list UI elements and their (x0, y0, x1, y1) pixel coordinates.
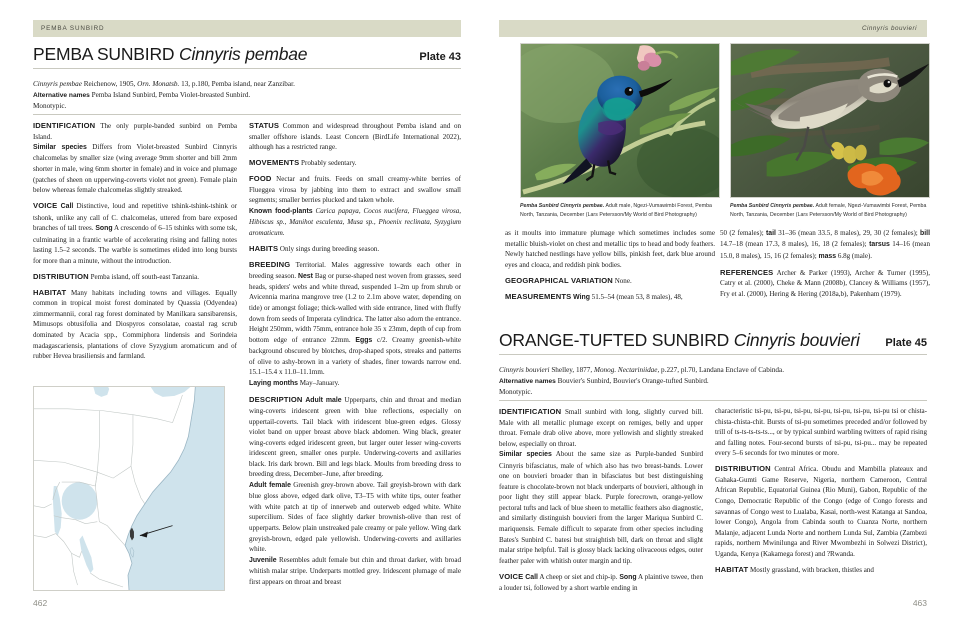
citation-journal: Orn. Monatsb. (137, 80, 180, 88)
citation-locality-2: p.227, pl.70, Landana Enclave of Cabinda. (659, 366, 784, 374)
citation-taxon: Cinnyris pembae (33, 80, 82, 88)
left-column-1 (33, 120, 237, 366)
status-heading: STATUS (249, 121, 280, 130)
para-references (720, 267, 930, 300)
distribution-heading-2: DISTRIBUTION (715, 464, 771, 474)
similar-species-text-2: About the same size as Purple-banded Sunbird Cinnyris bifasciatus, male of which also has two breast-bands. Lower one on bouvieri broader than in bifasciatus but best distinguishing feature is chocolate-brown not black underparts of bouvieri, although in poor light they still appear black. Purple forecrown, orange-yellow pectoral tufts and lack of blue sheen to metallic feathers also diagnostic, and similarly distinguish bouvieri from the larger Mariqua Sunbird C. mariquensis. Female difficult to separate from other species including Bates's Sunbird C. batesi but straightish bill, dark on throat and slight malar stripe helpful. Tail is glossy black lacking olivaceous edges, outer feather paler with whitish outer margin and tip. (499, 450, 703, 565)
heading-rule-left (33, 68, 461, 69)
geovar-text: None. (612, 276, 632, 285)
para-movements (249, 157, 461, 169)
caption-male-photo (520, 202, 720, 219)
voice-call-label: Call (60, 203, 74, 211)
caption-male-rest: Adult male, Ngezi-Vumawimbi Forest, Pemba North, Tanzania, December (Lars Petersson/My World of Bird Photography) (520, 203, 712, 218)
habits-text: Only sings during breeding season. (278, 244, 380, 253)
para-voice (33, 200, 237, 266)
citation-rule-right (499, 400, 927, 401)
movements-text: Probably sedentary. (299, 159, 357, 168)
citation-right-line-2 (499, 376, 927, 387)
habits-heading: HABITS (249, 243, 279, 253)
para-breeding (249, 259, 461, 389)
para-food (249, 173, 461, 238)
wing-text: 51.5–54 (mean 53, 8 males), 48, (589, 292, 683, 301)
citation-journal-2: Monog. Nectariniidae, (593, 366, 660, 374)
heading-rule-right (499, 354, 927, 355)
para-distribution (33, 271, 237, 283)
nest-text: Bag or purse-shaped nest woven from grasses, seed heads, spiders' webs and white thread, suspended 1–2m up from shrub or Avicennia marina mangrove tree (1.2 to 2.1m above water, depending on tide) or amongst foliage; thick-walled with side entrance, lined with fluffy down from seeds of Imperata cylindrica. The latter also adorn the entrance. Height 250mm, width 75mm, entrance hole 35 x 23mm, depth of cup from bottom edge of entrance 22mm. (249, 271, 461, 344)
adult-female-label: Adult female (249, 481, 291, 489)
food-plants-label: Known food-plants (249, 207, 313, 215)
voice-call-label-2: Call (525, 573, 538, 581)
para-status (249, 120, 461, 153)
caption-female-bold: Pemba Sunbird Cinnyris pembae. (730, 203, 815, 209)
citation-author: Reichenow, 1905, (81, 80, 138, 88)
distribution-heading: DISTRIBUTION (33, 271, 89, 281)
citation-right-line-3: Monotypic. (499, 388, 533, 397)
wing-label: Wing (573, 293, 590, 301)
bill-label: bill (920, 230, 930, 237)
nest-label: Nest (298, 272, 313, 280)
identification-text: The only purple-banded sunbird on Pemba Island. (33, 122, 237, 141)
species-common-name: PEMBA SUNBIRD (33, 44, 175, 64)
voice-song-label: Song (95, 225, 113, 233)
distribution-text-2: Central Africa. Obudu and Mambilla plateaux and Gahaka-Gumti Game Reserve, Nigeria, northern Cameroon, Central African Republic, Equatorial Guinea (Rio Muni), Gabon, Republic of the Congo, Democratic Republic of the Congo (edge of Congo forests and savannas of Congo west to Lualaba, Kasai, north-west Katanga at Sandoa, lower Congo), Angola from Cabinda south to Cuanza Norte, northern Malanje, adjacent Lunda Norte and northern Lunda Sul, Zambia (Zambezi rapids, northern Mwinilunga and River Mwombezhi in Solwezi District), Uganda, Kenya (Kakamega forest) and ?Rwanda. (715, 465, 927, 558)
para-voice-continuation: characteristic tsi-pu, tsi-pu, tsi-pu, tsi-pu, tsi-pu, tsi-pu, tsi-pu tsi or chista-chista-chista-chit. Bursts of tsi-pu sometimes preceded and/or followed by trill of ts-ts-ts-ts-ts..., or by typical sunbird warbling twitters of rapid rising and falling notes. Four-second bursts of tsi-pu, tsi-pu... may be repeated every 5–6 seconds for two minutes or more. (715, 407, 927, 458)
habitat-heading-2: HABITAT (715, 564, 749, 574)
species-heading-left (33, 44, 461, 65)
status-text: Common and widespread throughout Pemba island and on smaller offshore islands. Least Concern (BirdLife International 2022), although has a restricted range. (249, 122, 461, 152)
left-column-2 (249, 120, 461, 592)
habitat-heading: HABITAT (33, 287, 67, 297)
juvenile-label: Juvenile (249, 556, 277, 564)
bill-text: 14.7–18 (mean 17.3, 8 males), 16, 18 (2 females); (720, 240, 870, 249)
geovar-heading: GEOGRAPHICAL VARIATION (505, 275, 613, 285)
right-column-2 (715, 406, 927, 580)
voice-heading: VOICE (33, 201, 58, 211)
references-heading: REFERENCES (720, 267, 774, 277)
alt-names-label-2: Alternative names (499, 378, 556, 386)
para-continuation: as it moults into immature plumage which sometimes includes some metallic bluish-violet on chest and metallic tips to head and body feathers. Newly hatched nestlings have yellow bills, pinkish feet, dark blue around eyes and cloaca, and reddish pink bodies. (505, 229, 715, 269)
adult-male-text: Upperparts, chin and throat and median wing-coverts iridescent green with blue reflections, especially on uppertail-coverts. Tail black with iridescent blue-green edges. Glossy violet band on upper breast above black abdomen. Wing black, greater wing-coverts edged iridescent green, but larger outer lesser wing-coverts iridescent green, smaller ones purple. Underwing-coverts and axillaries black. Iris dark brown. Bill and legs black. Moults from breeding dress to breeding dress, December–June, after breeding. (249, 395, 461, 479)
alt-names-value-2: Bouvier's Sunbird, Bouvier's Orange-tufted Sunbird. (555, 377, 709, 386)
female-photo-art (731, 44, 929, 197)
voice-song-label-2: Song (619, 573, 637, 581)
eggs-label: Eggs (355, 336, 373, 344)
eggs-text: c/2. Creamy greenish-white background obscured by blotches, drop-shaped spots, streaks and patterns of olive to ashy-brown in a variety of shades, finer towards narrow end. 15.1–15.4 x 11.0–11.1mm. (249, 335, 461, 377)
tarsus-text: 14–16 (mean 15.0, 8 males), 15, 16 (2 females); (720, 240, 930, 260)
para-measurements-cont (720, 228, 930, 262)
citation-author-2: Shelley, 1877, (549, 366, 594, 374)
running-head-right-text: Cinnyris bouvieri (861, 25, 917, 32)
voice-song-text-2: A plaintive tswee, then a louder tsi, followed by a short warble ending in (499, 572, 703, 593)
caption-male-bold: Pemba Sunbird Cinnyris pembae. (520, 203, 605, 209)
species-common-name-2: ORANGE-TUFTED SUNBIRD (499, 330, 730, 350)
adult-male-label: Adult male (305, 396, 342, 404)
distribution-map (33, 386, 225, 591)
distribution-text: Pemba island, off south-east Tanzania. (88, 272, 200, 281)
para-measurements (505, 291, 715, 303)
similar-species-heading: Similar species (33, 144, 87, 152)
tarsus-label: tarsus (869, 241, 890, 249)
tail-label: tail (765, 230, 776, 237)
food-text: Nectar and fruits. Feeds on small creamy-white berries of Flueggea virosa by jabbing into them to extract and swallow small segments; smaller berries plucked and taken whole. (249, 175, 461, 205)
tail-text: 31–36 (mean 33.5, 8 males), 29, 30 (2 females); (775, 229, 921, 237)
caption-female-photo (730, 202, 930, 219)
voice-call-text: Distinctive, loud and repetitive tshink-tshink-tshink or tshonk, unlike any call of C. chalcomelas, uttered from bare exposed branches of tall trees. (33, 202, 237, 233)
description-heading: DESCRIPTION (249, 394, 303, 404)
citation-rule-left (33, 114, 461, 115)
pemba-sunbird-male-photo (520, 43, 720, 198)
alt-names-value: Pemba Island Sunbird, Pemba Violet-breasted Sunbird. (89, 91, 251, 100)
voice-call-text-2: A cheep or siet and chip-ip. (537, 572, 620, 581)
para-habitat (33, 287, 237, 362)
folio-left: 462 (33, 598, 48, 608)
adult-female-text: Greenish grey-brown above. Tail greyish-brown with dark blue gloss above, edged dark olive, T3–T5 with white tips, outer feather with white patch at tip of innerweb and outerweb edged white. White supercilium. Sides of face slightly darker brownish-olive than rest of upperparts. Below plain unstreaked pale creamy or pale yellow. Wing dark greyish-brown, edged pale yellowish. Underwing-coverts and axillaries white. (249, 480, 461, 554)
para-habits (249, 243, 461, 255)
citation-line-3: Monotypic. (33, 102, 67, 111)
species-scientific-name: Cinnyris pembae (179, 44, 308, 64)
citation-locality: 13, p.180, Pemba island, near Zanzibar. (179, 80, 295, 88)
identification-heading: IDENTIFICATION (33, 121, 96, 130)
juvenile-text: Resembles adult female but chin and throat darker, with broad whitish malar stripe. Underparts mottled grey. Iridescent plumage of male first appears on throat and breast (249, 555, 461, 586)
laying-months-text: May–January. (298, 378, 340, 387)
para-distribution-2 (715, 463, 927, 559)
food-heading: FOOD (249, 174, 272, 184)
citation-block-right (499, 365, 927, 399)
identification-heading-2: IDENTIFICATION (499, 407, 562, 416)
lake-victoria (62, 482, 98, 520)
movements-heading: MOVEMENTS (249, 158, 300, 168)
voice-heading-2: VOICE (499, 571, 524, 581)
food-plants-text: Carica papaya, Cocos nucifera, Flueggea virosa, Hibiscus sp., Manihot esculenta, Musa sp., Phoenix reclinata, Syzygium aromaticum. (249, 206, 462, 237)
para-habitat-2 (715, 564, 927, 576)
breeding-text: Territorial. Males aggressive towards each other in breeding season. (249, 260, 461, 280)
right-column-1 (499, 406, 703, 598)
right-column-1-top (505, 228, 715, 308)
citation-taxon-2: Cinnyris bouvieri (499, 366, 550, 374)
mass-label: mass (818, 252, 837, 260)
measurements-cont-text: 50 (2 females); (720, 229, 766, 237)
para-identification (33, 120, 237, 196)
male-photo-art (521, 44, 719, 197)
measurements-heading: MEASUREMENTS (505, 291, 572, 301)
species-name-left (33, 44, 307, 65)
pemba-sunbird-female-photo (730, 43, 930, 198)
plate-reference-right: Plate 45 (885, 337, 927, 349)
citation-line-2 (33, 90, 461, 101)
para-voice-2 (499, 571, 703, 594)
identification-text-2: Small sunbird with long, slightly curved bill. Male with all metallic plumage except on remiges, belly and upper throat. Female drab olive above, more yellowish and slightly streaked below, especially on throat. (499, 408, 703, 448)
para-geographical-variation (505, 275, 715, 287)
para-description (249, 394, 461, 588)
running-head-left (33, 20, 461, 37)
habitat-text: Many habitats including towns and villages. Equally common in tropical moist forest dominated by Quassia (Odyendea) zimmermannii, coral rag forest dominated by Manilkara sansibarensis, Mimusops obtusifolia and Diospyros consolatae, coastal rag scrub dominated by Acacia spp., Commiphora lindensis and Sorindeia madagascariensis, plantations of clove Syzygium aromaticum and of rubber Hevea brasiliensis and farmland. (33, 288, 237, 361)
similar-species-heading-2: Similar species (499, 451, 552, 459)
similar-species-text: Differs from Violet-breasted Sunbird Cinnyris chalcomelas by smaller size (wing average 9mm shorter and bill 2mm shorter in male, wing 6mm shorter in female) and in voice and plumage (patches of sheen on upperwing-coverts violet not green). Female plain below whereas female chalcomelas slightly streaked. (33, 143, 237, 195)
voice-song-text: A crescendo of 6–15 tshinks with some tsk, culminating in a frantic warble of accelerating rising and falling notes lasting 1.5–2 seconds. The warble is sometimes elided into long bursts for more than a minute, without the introduction. (33, 224, 237, 265)
species-heading-right (499, 330, 927, 351)
laying-months-label: Laying months (249, 379, 299, 387)
running-head-right (499, 20, 927, 37)
folio-right: 463 (912, 598, 927, 608)
alt-names-label: Alternative names (33, 92, 90, 100)
para-identification-2 (499, 406, 703, 566)
running-head-left-text: PEMBA SUNBIRD (41, 25, 105, 32)
references-text: Archer & Parker (1993), Archer & Turner (1995), Catry et al. (2000), Cheke & Mann (2008b), Clancey & Williams (1957), Fry et al. (2000), Hering & Hering (2018a,b), Pakenham (1979). (720, 268, 930, 298)
breeding-heading: BREEDING (249, 259, 291, 269)
species-name-right (499, 330, 860, 351)
right-page (480, 0, 960, 625)
species-scientific-name-2: Cinnyris bouvieri (733, 330, 860, 350)
habitat-text-2: Mostly grassland, with bracken, thistles and (748, 565, 874, 574)
mass-text: 6.8g (male). (836, 251, 873, 260)
plate-reference-left: Plate 43 (419, 51, 461, 63)
right-column-2-top (720, 228, 930, 304)
caption-female-rest: Adult female, Ngezi-Vumawimbi Forest, Pemba North, Tanzania, December (Lars Petersson/My World of Bird Photography) (730, 203, 927, 218)
citation-line-1 (33, 79, 461, 90)
citation-right-line-1 (499, 365, 927, 376)
citation-block-left (33, 79, 461, 113)
map-svg (34, 387, 224, 590)
